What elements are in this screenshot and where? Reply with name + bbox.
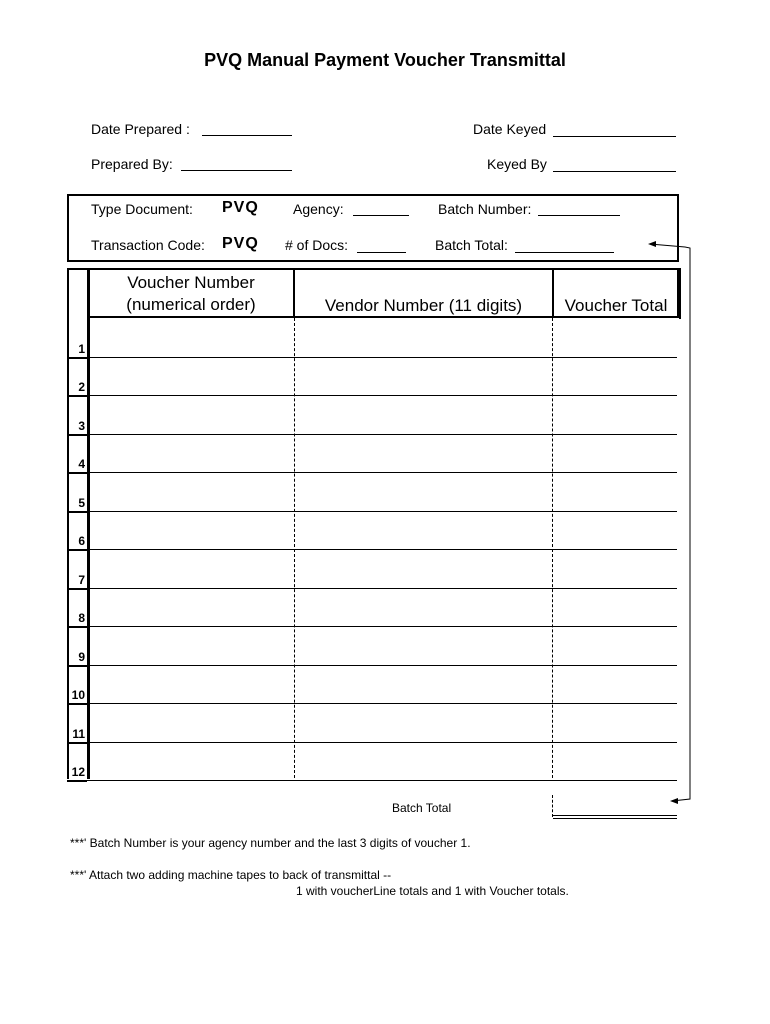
agency-label: Agency: <box>293 201 344 217</box>
table-row[interactable] <box>87 472 677 473</box>
note-2-line-2: 1 with voucherLine totals and 1 with Voucher totals. <box>296 884 569 898</box>
col-vendor-number-header: Vendor Number (11 digits) <box>324 296 523 315</box>
row-number: 2 <box>78 380 85 394</box>
table-row[interactable] <box>87 511 677 512</box>
row-number: 11 <box>72 726 85 741</box>
num-docs-label: # of Docs: <box>285 237 349 253</box>
table-row[interactable] <box>87 626 677 627</box>
row-number: 9 <box>78 649 85 664</box>
prepared-by-field[interactable] <box>181 170 292 171</box>
header-divider-1 <box>293 270 295 317</box>
table-right-border-header <box>677 268 679 318</box>
batch-total-label: Batch Total: <box>435 237 508 253</box>
row-number-separator <box>67 742 87 744</box>
row-number-separator <box>67 434 87 436</box>
row-number-separator <box>67 626 87 628</box>
row-number-separator <box>67 780 87 782</box>
col-voucher-total-header: Voucher Total <box>564 296 668 315</box>
date-prepared-label: Date Prepared : <box>91 121 190 137</box>
page-title: PVQ Manual Payment Voucher Transmittal <box>204 50 566 70</box>
row-number-separator <box>67 395 87 397</box>
row-number: 7 <box>78 572 85 587</box>
row-number: 10 <box>71 688 85 702</box>
body-divider-1 <box>294 318 295 778</box>
bottom-batch-total-label: Batch Total <box>392 801 452 815</box>
table-row[interactable] <box>87 780 677 781</box>
batch-total-underline-2[interactable] <box>553 818 677 819</box>
keyed-by-field[interactable] <box>553 171 676 172</box>
note-1 <box>70 836 471 850</box>
row-number: 3 <box>78 418 85 433</box>
table-row[interactable] <box>87 665 677 666</box>
date-keyed-field[interactable] <box>553 136 676 137</box>
row-number: 4 <box>78 457 85 471</box>
table-row[interactable] <box>87 395 677 396</box>
batch-total-underline-1 <box>553 815 677 816</box>
row-number: 12 <box>71 765 85 779</box>
batch-number-label: Batch Number: <box>438 201 532 217</box>
col-voucher-number-header <box>90 272 292 316</box>
transaction-code-value: PVQ <box>222 235 259 252</box>
table-row[interactable] <box>87 434 677 435</box>
agency-field[interactable] <box>353 215 409 216</box>
body-divider-2 <box>552 318 553 778</box>
col-voucher-number-line2: (numerical order) <box>126 295 256 314</box>
table-row[interactable] <box>87 549 677 550</box>
row-number-separator <box>67 703 87 705</box>
row-number: 8 <box>78 611 85 625</box>
prepared-by-label: Prepared By: <box>91 156 173 172</box>
note-2-marker: ***' <box>70 868 87 882</box>
table-row[interactable] <box>87 588 677 589</box>
header-divider-2 <box>552 270 554 317</box>
type-document-value: PVQ <box>222 199 259 216</box>
table-row[interactable] <box>87 357 677 358</box>
table-row[interactable] <box>87 703 677 704</box>
batch-total-field[interactable] <box>515 252 614 253</box>
num-docs-field[interactable] <box>357 252 406 253</box>
row-number: 5 <box>78 495 85 510</box>
batch-number-field[interactable] <box>538 215 620 216</box>
table-row[interactable] <box>87 742 677 743</box>
row-number-separator <box>67 511 87 513</box>
row-number-separator <box>67 472 87 474</box>
type-document-label: Type Document: <box>91 201 193 217</box>
row-number-separator <box>67 665 87 667</box>
transaction-code-label: Transaction Code: <box>91 237 205 253</box>
batch-total-divider <box>552 795 553 817</box>
row-number-separator <box>67 549 87 551</box>
keyed-by-label: Keyed By <box>487 156 547 172</box>
note-2 <box>70 868 391 882</box>
row-number-separator <box>67 588 87 590</box>
note-1-marker: ***' <box>70 836 87 850</box>
row-number-separator <box>67 357 87 359</box>
date-keyed-label: Date Keyed <box>473 121 547 137</box>
row-number: 6 <box>78 534 85 548</box>
note-2-line-1: Attach two adding machine tapes to back of transmittal -- <box>88 868 392 882</box>
batch-total-connector-arrow <box>640 236 700 808</box>
col-voucher-number-line1: Voucher Number <box>127 273 255 292</box>
row-number: 1 <box>78 341 85 356</box>
date-prepared-field[interactable] <box>202 135 292 136</box>
note-1-text: Batch Number is your agency number and the last 3 digits of voucher 1. <box>89 836 471 850</box>
